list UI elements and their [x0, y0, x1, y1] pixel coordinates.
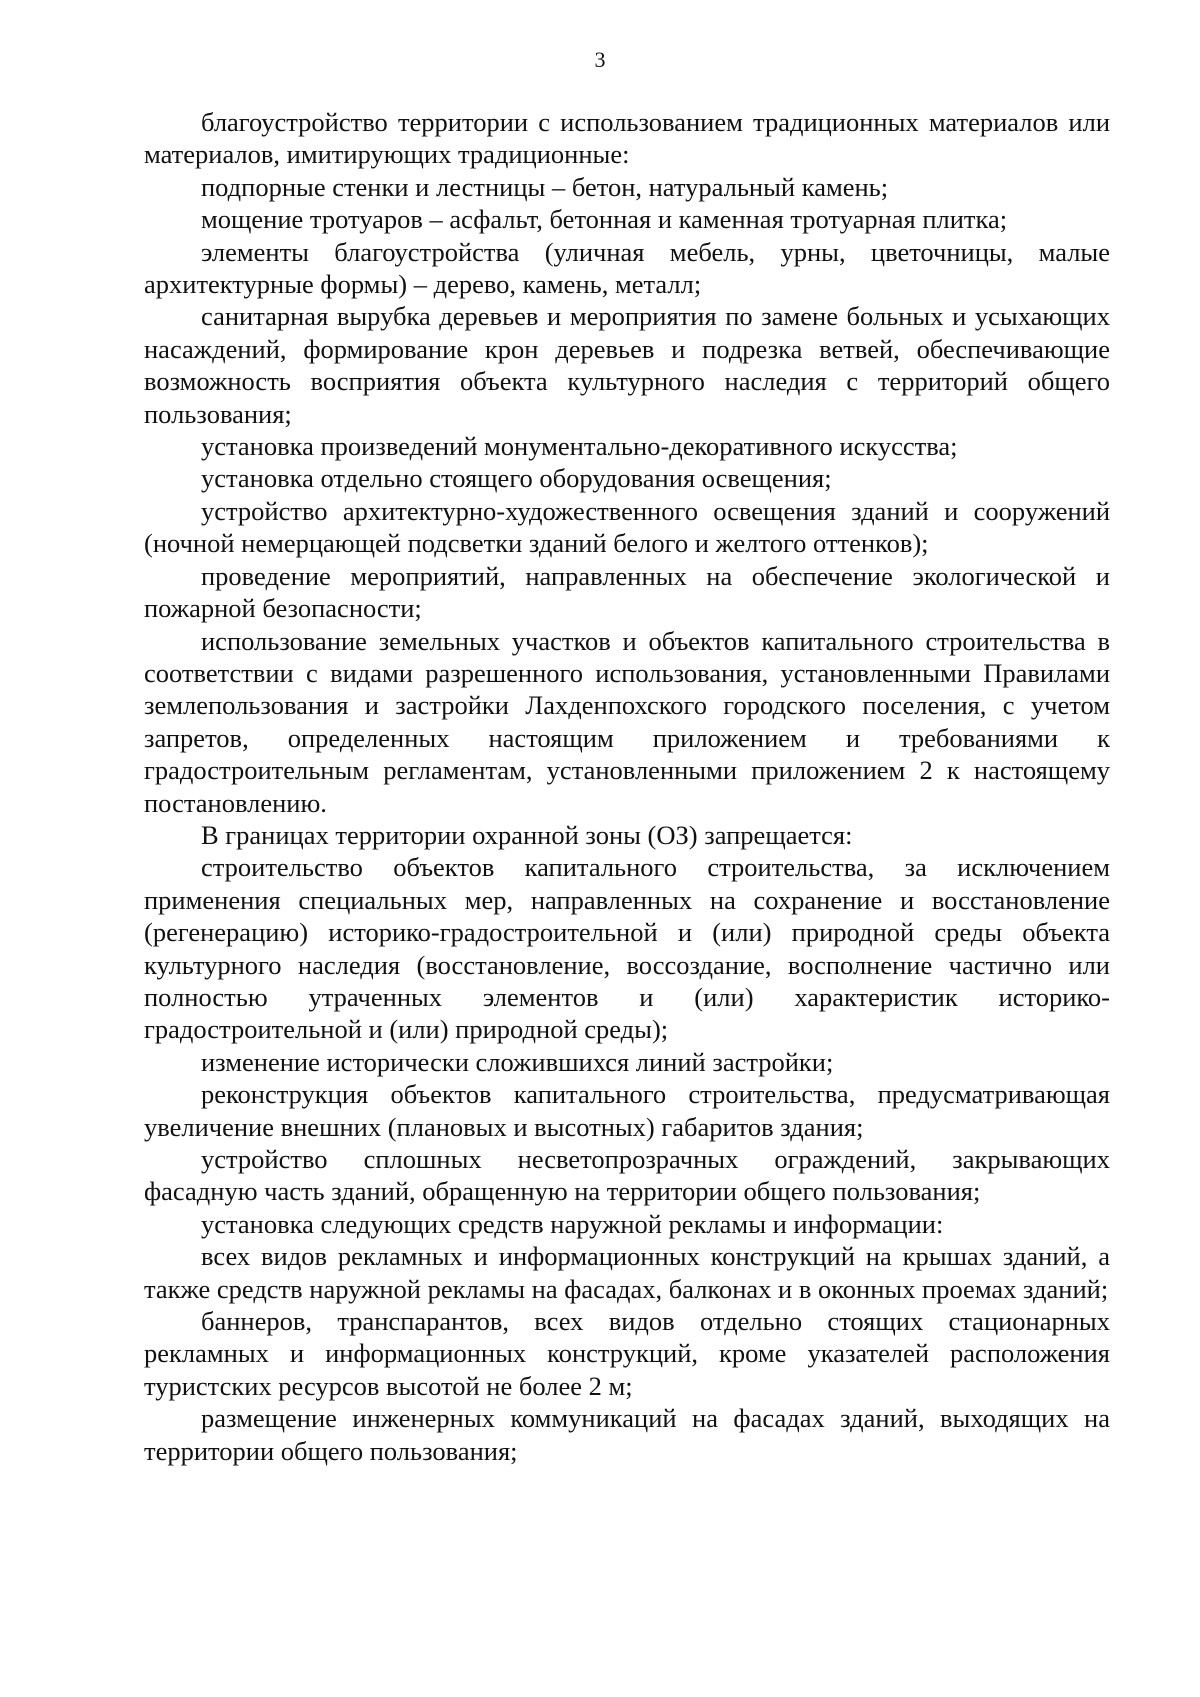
paragraph: благоустройство территории с использованием традиционных материалов или материалов, имитирующих традиционные: — [144, 107, 1110, 170]
paragraph: реконструкция объектов капитального строительства, предусматривающая увеличение внешних (плановых и высотных) габаритов здания; — [144, 1079, 1110, 1142]
paragraph: размещение инженерных коммуникаций на фасадах зданий, выходящих на территории общего пользования; — [144, 1403, 1110, 1466]
paragraph: санитарная вырубка деревьев и мероприятия по замене больных и усыхающих насаждений, формирование крон деревьев и подрезка ветвей, обеспечивающие возможность восприятия объекта культурного наследия с территорий общего пользования; — [144, 301, 1110, 429]
paragraph: использование земельных участков и объектов капитального строительства в соответствии с видами разрешенного использования, установленными Правилами землепользования и застройки Лахденпохского городского поселения, с учетом запретов, определенных настоящим приложением и требованиями к градостроительным регламентам, установленными приложением 2 к настоящему постановлению. — [144, 625, 1110, 818]
paragraph: устройство сплошных несветопрозрачных ограждений, закрывающих фасадную часть зданий, обращенную на территории общего пользования; — [144, 1144, 1110, 1207]
paragraph: установка отдельно стоящего оборудования освещения; — [201, 463, 832, 494]
document-body — [144, 106, 1110, 1467]
paragraph: мощение тротуаров – асфальт, бетонная и каменная тротуарная плитка; — [201, 204, 1008, 235]
paragraph: изменение исторически сложившихся линий застройки; — [201, 1046, 834, 1077]
paragraph: установка произведений монументально-декоративного искусства; — [201, 431, 958, 462]
paragraph: проведение мероприятий, направленных на обеспечение экологической и пожарной безопасности; — [144, 560, 1110, 624]
paragraph: строительство объектов капитального строительства, за исключением применения специальных мер, направленных на сохранение и восстановление (регенерацию) историко-градостроительной и (или) природной среды объекта культурного наследия (восстановление, воссоздание, восполнение частично или полностью утраченных элементов и (или) характеристик историко-градостроительной и (или) природной среды); — [144, 852, 1110, 1045]
paragraph: устройство архитектурно-художественного освещения зданий и сооружений (ночной немерцающей подсветки зданий белого и желтого оттенков); — [144, 495, 1110, 559]
paragraph: установка следующих средств наружной рекламы и информации: — [201, 1208, 944, 1239]
paragraph: всех видов рекламных и информационных конструкций на крышах зданий, а также средств наружной рекламы на фасадах, балконах и в оконных проемах зданий; — [144, 1241, 1110, 1304]
page-number: 3 — [594, 47, 606, 72]
paragraph: подпорные стенки и лестницы – бетон, натуральный камень; — [201, 171, 889, 202]
paragraph: В границах территории охранной зоны (ОЗ) запрещается: — [201, 819, 853, 850]
paragraph: баннеров, транспарантов, всех видов отдельно стоящих стационарных рекламных и информационных конструкций, кроме указателей расположения туристских ресурсов высотой не более 2 м; — [144, 1306, 1110, 1401]
paragraph: элементы благоустройства (уличная мебель, урны, цветочницы, малые архитектурные формы) – дерево, камень, металл; — [144, 236, 1110, 300]
